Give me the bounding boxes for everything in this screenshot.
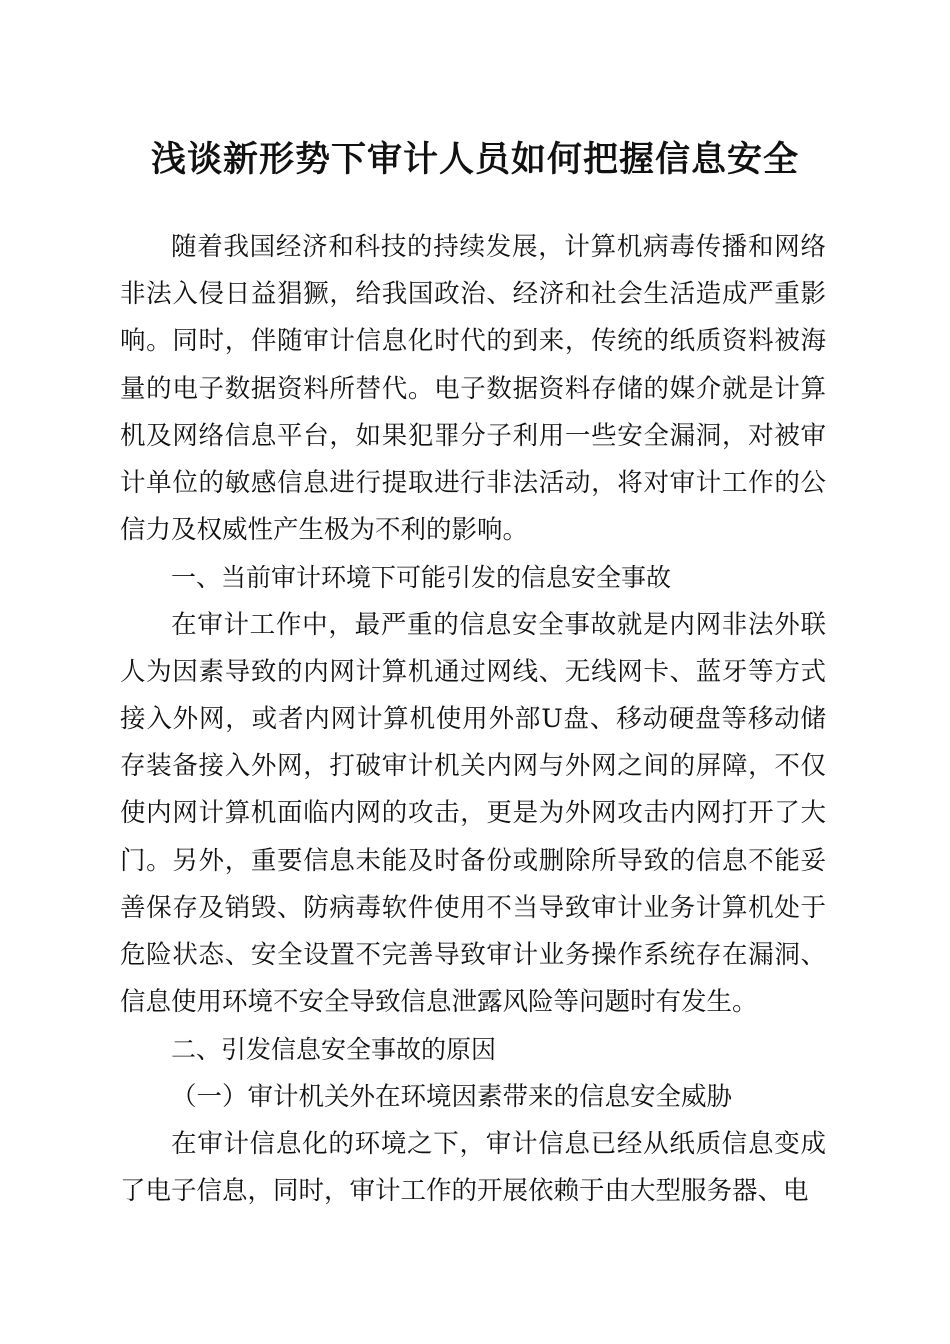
section-2-heading: 二、引发信息安全事故的原因 [171,1035,497,1065]
document-title: 浅谈新形势下审计人员如何把握信息安全 [150,139,799,180]
section-1-heading: 一、当前审计环境下可能引发的信息安全事故 [171,563,672,593]
intro-paragraph: 随着我国经济和科技的持续发展，计算机病毒传播和网络非法入侵日益猖獗，给我国政治、经济和社会生活造成严重影响。同时，伴随审计信息化时代的到来，传统的纸质资料被海量的电子数据资料所替代。电子数据资料存储的媒介就是计算机及网络信息平台，如果犯罪分子利用一些安全漏洞，对被审计单位的敏感信息进行提取进行非法活动，将对审计工作的公信力及权威性产生极为不利的影响。 [120,232,826,546]
section-2-subheading-1: （一）审计机关外在环境因素带来的信息安全威胁 [171,1081,733,1112]
section-1-paragraph: 在审计工作中，最严重的信息安全事故就是内网非法外联人为因素导致的内网计算机通过网线、无线网卡、蓝牙等方式接入外网，或者内网计算机使用外部U盘、移动硬盘等移动储存装备接入外网，打破审计机关内网与外网之间的屏障，不仅使内网计算机面临内网的攻击，更是为外网攻击内网打开了大门。另外，重要信息未能及时备份或删除所导致的信息不能妥善保存及销毁、防病毒软件使用不当导致审计业务计算机处于危险状态、安全设置不完善导致审计业务操作系统存在漏洞、信息使用环境不安全导致信息泄露风险等问题时有发生。 [120,609,826,1018]
section-2-sub-1-paragraph: 在审计信息化的环境之下，审计信息已经从纸质信息变成了电子信息，同时，审计工作的开展依赖于由大型服务器、电 [120,1128,826,1207]
document-body [120,224,826,1215]
